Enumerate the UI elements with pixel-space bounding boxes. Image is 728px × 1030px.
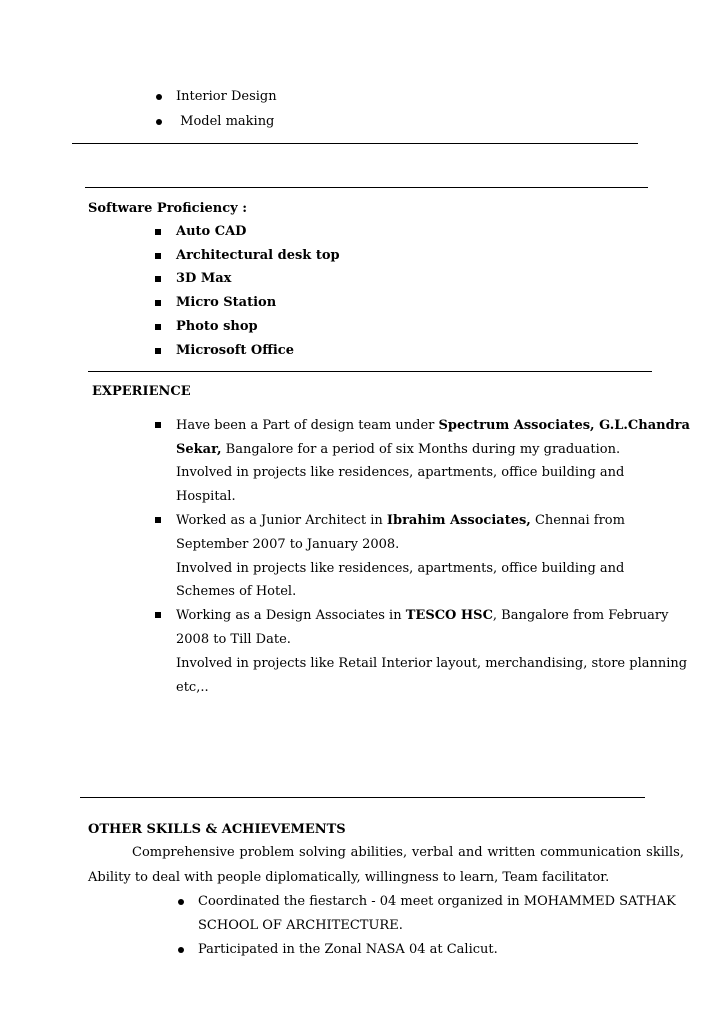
bullet-dot-icon bbox=[156, 94, 162, 100]
divider bbox=[80, 797, 645, 798]
section-heading: OTHER SKILLS & ACHIEVEMENTS bbox=[88, 822, 346, 837]
section-heading: Software Proficiency : bbox=[88, 201, 248, 216]
experience-line bbox=[176, 608, 669, 624]
experience-text: , Bangalore from February bbox=[492, 608, 669, 623]
experience-line: Involved in projects like residences, apartments, office building and bbox=[176, 465, 625, 480]
experience-line bbox=[176, 442, 620, 458]
experience-line: September 2007 to January 2008. bbox=[176, 537, 400, 552]
experience-intro: Worked as a Junior Architect in bbox=[176, 513, 387, 528]
list-item: SCHOOL OF ARCHITECTURE. bbox=[198, 918, 403, 933]
experience-line: Hospital. bbox=[176, 489, 236, 504]
bullet-dot-icon bbox=[178, 947, 184, 953]
experience-intro: Have been a Part of design team under bbox=[176, 418, 439, 433]
bullet-square-icon bbox=[155, 276, 161, 282]
experience-text: Bangalore for a period of six Months during my graduation. bbox=[221, 442, 621, 457]
list-item: Architectural desk top bbox=[176, 248, 340, 263]
experience-intro: Working as a Design Associates in bbox=[176, 608, 406, 623]
skills-paragraph-line: Ability to deal with people diplomatically, willingness to learn, Team facilitator. bbox=[88, 870, 610, 885]
experience-org: Ibrahim Associates, bbox=[386, 513, 531, 528]
bullet-square-icon bbox=[155, 348, 161, 354]
skills-paragraph-line: Comprehensive problem solving abilities, verbal and written communication skills, bbox=[132, 845, 684, 860]
experience-line: Involved in projects like residences, apartments, office building and bbox=[176, 561, 625, 576]
list-item: Model making bbox=[176, 114, 275, 129]
bullet-square-icon bbox=[155, 422, 161, 428]
bullet-square-icon bbox=[155, 324, 161, 330]
experience-org: TESCO HSC bbox=[405, 608, 493, 623]
bullet-square-icon bbox=[155, 300, 161, 306]
divider bbox=[85, 187, 648, 188]
experience-line: Schemes of Hotel. bbox=[176, 584, 297, 599]
experience-org: Sekar, bbox=[176, 442, 222, 457]
experience-line bbox=[176, 513, 625, 529]
list-item: Interior Design bbox=[176, 89, 277, 104]
bullet-dot-icon bbox=[156, 119, 162, 125]
experience-line: Involved in projects like Retail Interior layout, merchandising, store planning bbox=[176, 656, 688, 671]
section-heading: EXPERIENCE bbox=[92, 384, 191, 399]
experience-line: etc,.. bbox=[176, 680, 209, 695]
bullet-square-icon bbox=[155, 253, 161, 259]
bullet-square-icon bbox=[155, 612, 161, 618]
bullet-dot-icon bbox=[178, 899, 184, 905]
list-item: Microsoft Office bbox=[176, 343, 294, 358]
divider bbox=[72, 143, 638, 144]
bullet-square-icon bbox=[155, 229, 161, 235]
list-item: Photo shop bbox=[176, 319, 258, 334]
list-item: Micro Station bbox=[176, 295, 277, 310]
list-item: 3D Max bbox=[176, 271, 232, 286]
experience-line: 2008 to Till Date. bbox=[176, 632, 291, 647]
divider bbox=[88, 371, 652, 372]
bullet-square-icon bbox=[155, 517, 161, 523]
list-item: Coordinated the fiestarch - 04 meet organized in MOHAMMED SATHAK bbox=[198, 894, 676, 909]
experience-line bbox=[176, 418, 690, 434]
list-item: Auto CAD bbox=[176, 224, 247, 239]
experience-org: Spectrum Associates, G.L.Chandra bbox=[438, 418, 690, 433]
list-item: Participated in the Zonal NASA 04 at Calicut. bbox=[198, 942, 498, 957]
experience-text: Chennai from bbox=[530, 513, 625, 528]
